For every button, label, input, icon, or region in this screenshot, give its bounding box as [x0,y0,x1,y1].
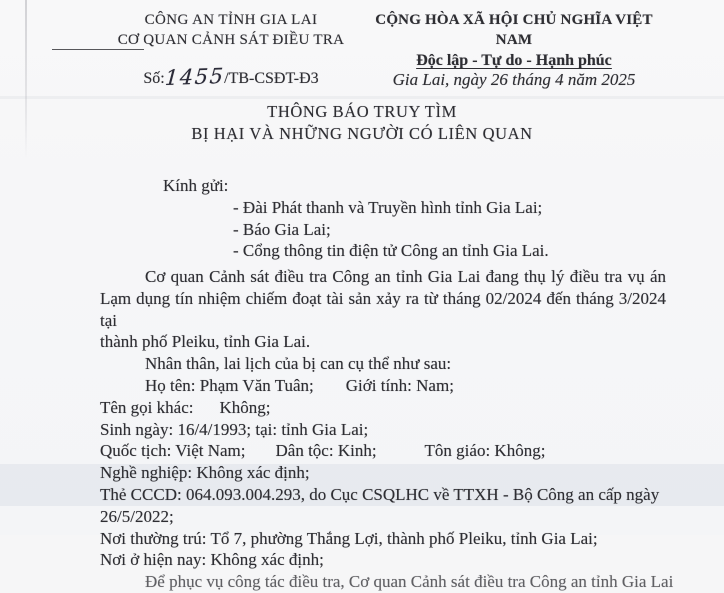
issuing-authority-block [96,10,366,50]
clipped-next-line: Để phục vụ công tác điều tra, Cơ quan Cảnh sát điều tra Công an tỉnh Gia Lai [145,572,674,592]
alias-value: Không; [219,397,271,417]
scan-artifact-line [0,96,724,99]
detail-row-alias [100,397,666,419]
place-and-date-line: Gia Lai, ngày 26 tháng 4 năm 2025 [392,70,636,89]
document-title-line1: THÔNG BÁO TRUY TÌM [267,102,457,121]
doc-number-handwritten: 1455 [163,63,225,91]
recipient-item: - Cổng thông tin điện tử Công an tỉnh Gia Lai. [233,241,549,260]
detail-row-birth: Sinh ngày: 16/4/1993; tại: tỉnh Gia Lai; [100,419,369,439]
national-motto-line2: Độc lập - Tự do - Hạnh phúc [416,52,612,69]
ethnicity-value: Dân tộc: Kinh; [275,441,377,461]
national-motto-line1: CỘNG HÒA XÃ HỘI CHỦ NGHĨA VIỆT NAM [375,12,653,48]
alias-label: Tên gọi khác: [100,397,194,417]
detail-row-occupation: Nghề nghiệp: Không xác định; [100,463,310,483]
unit-org-name: CƠ QUAN CẢNH SÁT ĐIỀU TRA [117,32,345,48]
detail-row-permanent-residence: Nơi thường trú: Tổ 7, phường Thắng Lợi, thành phố Pleiku, tỉnh Gia Lai; [100,528,598,548]
detail-row-nationality-ethnicity-religion [100,440,666,462]
recipient-item: - Đài Phát thanh và Truyền hình tỉnh Gia Lai; [233,198,543,217]
recipients-list [233,197,549,262]
intro-line: thành phố Pleiku, tỉnh Gia Lai. [100,332,311,352]
nationality-value: Quốc tịch: Việt Nam; [100,441,246,461]
salutation-label: Kính gửi: [163,176,229,195]
religion-value: Tôn giáo: Không; [424,441,546,461]
detail-row-name-gender [100,375,666,397]
full-name-value: Họ tên: Phạm Văn Tuân; [145,375,314,395]
detail-row-id-card-date: 26/5/2022; [100,506,174,526]
parent-org-name: CÔNG AN TỈNH GIA LAI [144,12,318,28]
lead-in-line: Nhân thân, lai lịch của bị can cụ thể như sau: [145,354,452,374]
doc-number-prefix: Số: [143,70,165,87]
recipient-item: - Báo Gia Lai; [233,219,331,239]
detail-row-id-card: Thẻ CCCD: 064.093.004.293, do Cục CSQLHC về TTXH - Bộ Công an cấp ngày [100,484,660,504]
unit-name-underline [52,49,144,50]
intro-line: Cơ quan Cảnh sát điều tra Công an tỉnh Gia Lai đang thụ lý điều tra vụ án [145,267,666,286]
gender-value: Giới tính: Nam; [345,375,454,395]
document-title [0,101,724,145]
doc-number-suffix: /TB-CSĐT-Đ3 [224,70,319,87]
intro-line: Lạm dụng tín nhiệm chiếm đoạt tài sản xảy ra từ tháng 02/2024 đến tháng 3/2024 tại [100,288,666,330]
detail-row-current-residence: Nơi ở hiện nay: Không xác định; [100,550,324,570]
document-title-line2: BỊ HẠI VÀ NHỮNG NGƯỜI CÓ LIÊN QUAN [191,124,533,143]
document-number [96,63,366,91]
national-motto-block [358,10,670,72]
document-body [100,266,674,593]
